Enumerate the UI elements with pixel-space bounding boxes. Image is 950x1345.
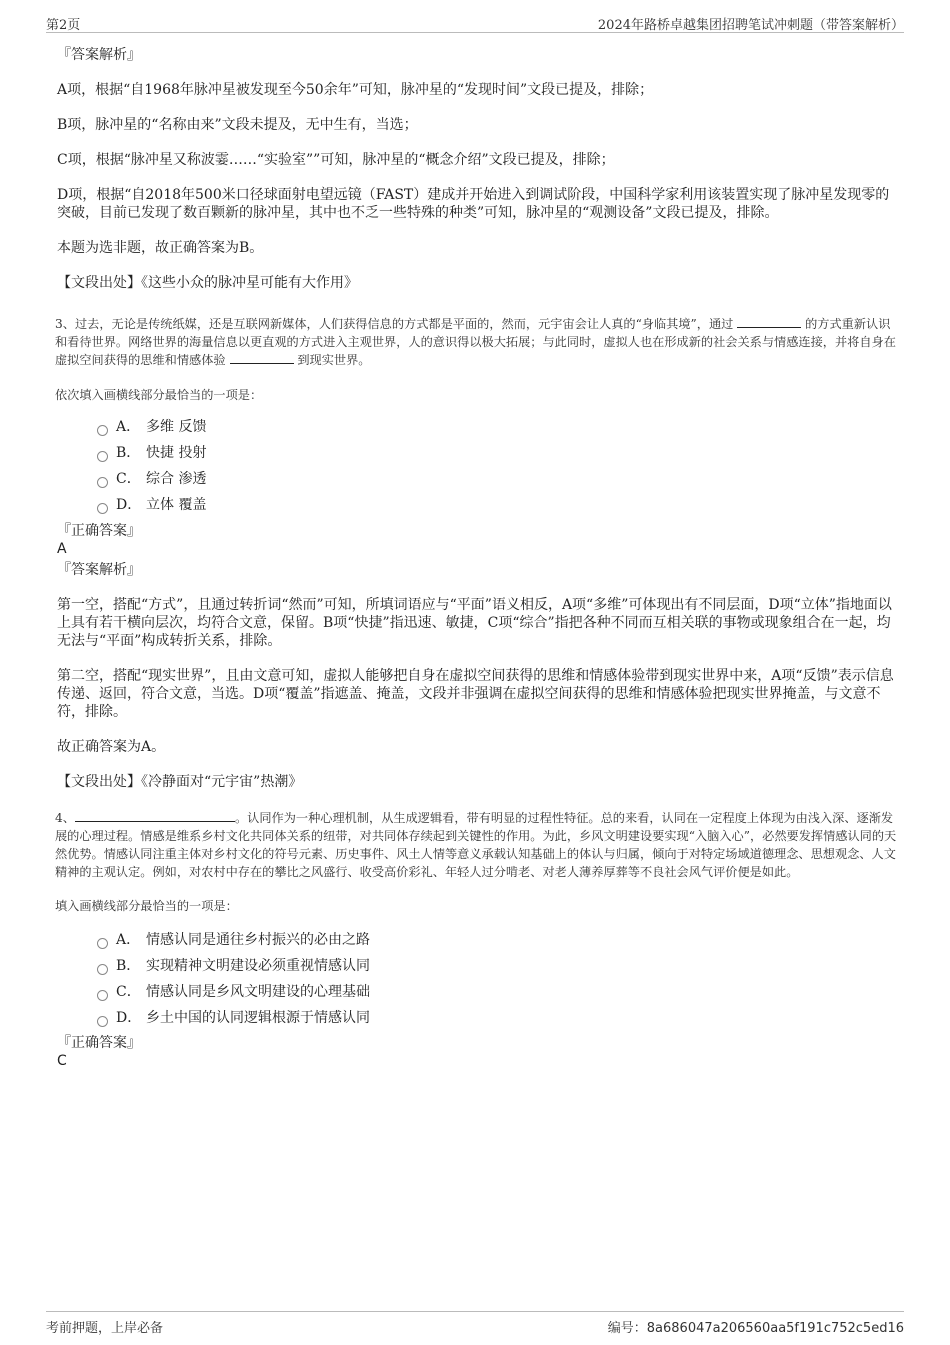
radio-icon[interactable] xyxy=(97,503,108,514)
q2-analysis-a: A项，根据“自1968年脉冲星被发现至今50余年”可知，脉冲星的“发现时间”文段已提及，排除； xyxy=(57,82,654,98)
q2-analysis-b: B项，脉冲星的“名称由来”文段未提及，无中生有，当选； xyxy=(57,117,418,133)
radio-icon[interactable] xyxy=(97,425,108,436)
q4-stem: 4、 。认同作为一种心理机制，从生成逻辑看，带有明显的过程性特征。总的来看，认同在一定程度上体现为由浅入深、逐渐发展的心理过程。情感是维系乡村文化共同体关系的纽带，对共同体存续起到关键性的作用。为此，乡风文明建设要实现“入脑入心”，必然要发挥情感认同的天然优势。情感认同注重主体对乡村文化的符号元素、历史事件、风土人情等意义承载认知基础上的体认与归属，倾向于对特定场域道德理念、思想观念、人文精神的主观认定。例如，对农村中存在的攀比之风盛行、收受高价彩礼、年轻人过分啃老、对老人薄养厚葬等不良社会风气评价便是如此。 xyxy=(55,811,897,879)
q3-conclusion: 故正确答案为A。 xyxy=(57,739,166,755)
q3-blank-2 xyxy=(230,351,294,364)
q3-blank-1 xyxy=(737,315,801,328)
radio-icon[interactable] xyxy=(97,451,108,462)
q4-option-a[interactable]: A． 情感认同是通往乡村振兴的必由之路 xyxy=(97,927,897,953)
q2-analysis-d: D项，根据“自2018年500米口径球面射电望远镜（FAST）建成并开始进入到调试阶段，中国科学家利用该装置实现了脉冲星发现零的突破，目前已发现了数百颗新的脉冲星，其中也不乏一些特殊的种类”可知，脉冲星的“观测设备”文段已提及，排除。 xyxy=(57,187,890,221)
document-title: 2024年路桥卓越集团招聘笔试冲刺题（带答案解析） xyxy=(597,18,904,33)
radio-icon[interactable] xyxy=(97,990,108,1001)
radio-icon[interactable] xyxy=(97,964,108,975)
footer-slogan: 考前押题，上岸必备 xyxy=(46,1321,164,1336)
q4-option-c[interactable]: C． 情感认同是乡风文明建设的心理基础 xyxy=(97,979,897,1005)
q4-prompt: 填入画横线部分最恰当的一项是： xyxy=(55,899,238,913)
q3-option-b[interactable]: B． 快捷 投射 xyxy=(97,440,897,466)
radio-icon[interactable] xyxy=(97,1016,108,1027)
q4-answer-title: 『正确答案』 xyxy=(57,1035,141,1051)
q3-option-d[interactable]: D． 立体 覆盖 xyxy=(97,492,897,518)
document-id: 编号：8a686047a206560aa5f191c752c5ed16 xyxy=(607,1321,904,1336)
q3-answer: A xyxy=(57,541,67,557)
q3-analysis-2: 第二空，搭配“现实世界”，且由文意可知，虚拟人能够把自身在虚拟空间获得的思维和情感体验带到现实世界中来，A项“反馈”表示信息传递、返回，符合文意，当选。D项“覆盖”指遮盖、掩盖，文段并非强调在虚拟空间获得的思维和情感体验把现实世界掩盖，与文意不符，排除。 xyxy=(57,668,894,720)
q4-option-b[interactable]: B． 实现精神文明建设必须重视情感认同 xyxy=(97,953,897,979)
q3-source: 【文段出处】《冷静面对“元宇宙”热潮》 xyxy=(57,774,303,790)
page-footer xyxy=(46,1311,904,1338)
main-content xyxy=(57,46,897,1070)
page-header xyxy=(46,12,904,33)
page-number: 第2页 xyxy=(46,18,81,33)
q3-option-a[interactable]: A． 多维 反馈 xyxy=(97,414,897,440)
q3-analysis-1: 第一空，搭配“方式”，且通过转折词“然而”可知，所填词语应与“平面”语义相反，A项“多维”可体现出有不同层面，D项“立体”指地面以上具有若干横向层次，均符合文意，保留。B项“快捷”指迅速、敏捷，C项“综合”指把各种不同而互相关联的事物或现象组合在一起，均无法与“平面”构成转折关系，排除。 xyxy=(57,597,892,649)
q3-prompt: 依次填入画横线部分最恰当的一项是： xyxy=(55,388,263,402)
radio-icon[interactable] xyxy=(97,477,108,488)
q2-analysis-c: C项，根据“脉冲星又称波霎……“实验室””可知，脉冲星的“概念介绍”文段已提及，排除； xyxy=(57,152,615,168)
q3-answer-title: 『正确答案』 xyxy=(57,523,141,539)
q2-analysis-title: 『答案解析』 xyxy=(57,47,141,63)
q4-blank xyxy=(75,809,235,822)
radio-icon[interactable] xyxy=(97,938,108,949)
q3-stem: 3、过去，无论是传统纸媒，还是互联网新媒体，人们获得信息的方式都是平面的，然而，元宇宙会让人真的“身临其境”，通过 的方式重新认识和看待世界。网络世界的海量信息以更直观的方式进入主观世界，人的意识得以极大拓展；与此同时，虚拟人也在形成新的社会关系与情感连接，并将自身在虚拟空间获得的思维和情感体验 到现实世界。 xyxy=(55,317,896,367)
q2-source: 【文段出处】《这些小众的脉冲星可能有大作用》 xyxy=(57,275,358,291)
q4-option-d[interactable]: D． 乡土中国的认同逻辑根源于情感认同 xyxy=(97,1005,897,1031)
q4-answer: C xyxy=(57,1053,67,1069)
q4-options xyxy=(57,927,897,1031)
q3-options xyxy=(57,414,897,518)
q3-option-c[interactable]: C． 综合 渗透 xyxy=(97,466,897,492)
q3-analysis-title: 『答案解析』 xyxy=(57,562,141,578)
q2-conclusion: 本题为选非题，故正确答案为B。 xyxy=(57,240,264,256)
